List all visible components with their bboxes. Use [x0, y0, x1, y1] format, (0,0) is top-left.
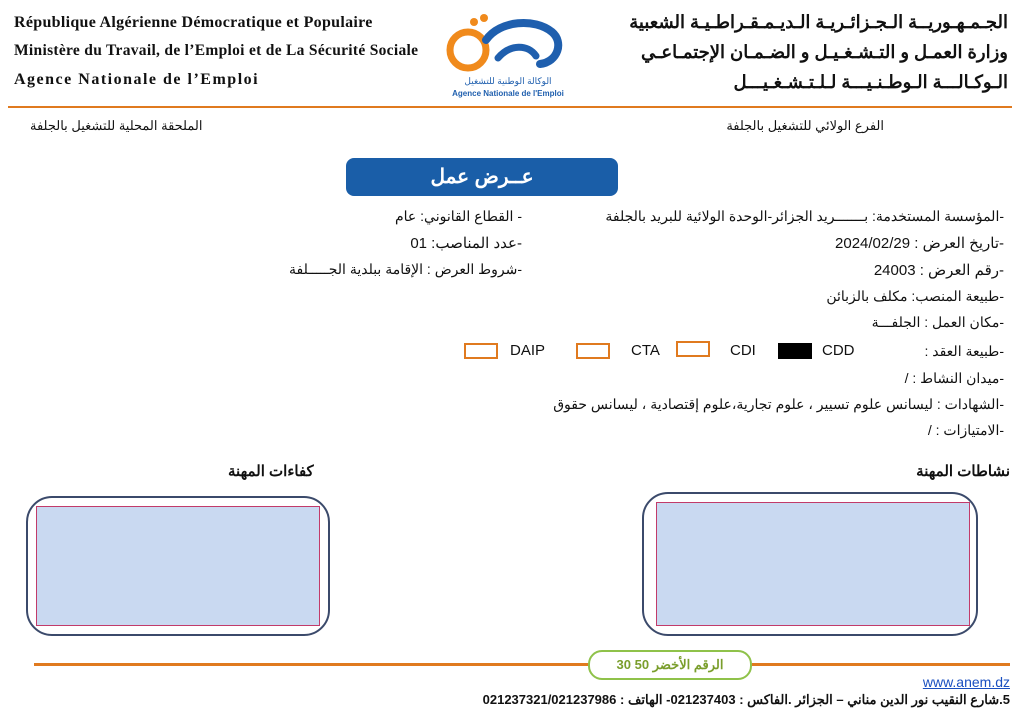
contract-option-label: CDD — [822, 342, 855, 359]
header-fr-line1: République Algérienne Démocratique et Populaire — [14, 14, 373, 31]
logo-text-ar: الوكالة الوطنية للتشغيل — [464, 76, 552, 86]
header-divider — [8, 106, 1012, 108]
website-link[interactable]: www.anem.dz — [922, 674, 1010, 690]
contract-option-label: CDI — [730, 342, 756, 359]
logo-text-fr: Agence Nationale de l'Emploi — [452, 89, 564, 98]
header-fr-line3: Agence Nationale de l’Emploi — [14, 71, 260, 88]
field-offer-date: -تاريخ العرض : 2024/02/29 — [835, 235, 1004, 252]
header-fr-line2: Ministère du Travail, de l’Emploi et de La Sécurité Sociale — [14, 42, 419, 59]
contract-checkbox-cdi[interactable] — [676, 341, 710, 357]
footer-address: 5.شارع النقيب نور الدين مناني – الجزائر .الفاكس : 021237403- الهاتف : 021237321/021237986 — [482, 692, 1010, 707]
contract-option-label: DAIP — [510, 342, 546, 359]
field-legal-sector: - القطاع القانوني: عام — [394, 208, 522, 224]
green-number-badge: الرقم الأخضر 50 30 — [588, 650, 752, 680]
competencies-frame — [26, 496, 330, 636]
header-ar-line2: وزارة العمـل و التـشـغـيـل و الضـمـان الإجتمـاعـي — [641, 42, 1008, 62]
activities-box[interactable] — [656, 502, 970, 626]
contract-label: -طبيعة العقد : — [924, 343, 1004, 359]
field-workplace: -مكان العمل : الجلفـــة — [871, 314, 1004, 330]
field-activity: -ميدان النشاط : / — [904, 370, 1004, 386]
field-employer: -المؤسسة المستخدمة: بـــــــريد الجزائر-الوحدة الولائية للبريد بالجلفة — [605, 208, 1004, 224]
header-ar-line3: الـوكـالـــة الـوطـنـيـــة لـلـتـشـغـيـــل — [733, 72, 1008, 92]
competencies-box[interactable] — [36, 506, 320, 626]
field-position: -طبيعة المنصب: مكلف بالزبائن — [826, 288, 1004, 304]
field-privileges: -الامتيازات : / — [927, 422, 1004, 438]
contract-checkbox-cta[interactable] — [576, 343, 610, 359]
field-offer-number: -رقم العرض : 24003 — [873, 262, 1004, 279]
section-competencies-label: كفاءات المهنة — [228, 463, 314, 480]
page-title: عــرض عمل — [346, 158, 618, 196]
section-activities-label: نشاطات المهنة — [916, 463, 1010, 480]
footer-divider-left — [34, 663, 590, 666]
field-conditions: -شروط العرض : الإقامة ببلدية الجـــــلفة — [289, 261, 522, 277]
anem-logo — [440, 10, 576, 102]
anem-logo-icon — [440, 10, 576, 80]
field-positions-count: -عدد المناصب: 01 — [410, 235, 522, 252]
field-certificates: -الشهادات : ليسانس علوم تسيير ، علوم تجارية،علوم إقتصادية ، ليسانس حقوق — [553, 396, 1004, 412]
local-office: الملحقة المحلية للتشغيل بالجلفة — [30, 118, 203, 133]
branch-office: الفرع الولائي للتشغيل بالجلفة — [726, 118, 884, 133]
header-ar-line1: الجـمـهـوريــة الـجـزائـريـة الـديـمـقـراطـيـة الشعبية — [629, 12, 1008, 32]
contract-option-label: CTA — [631, 342, 660, 359]
footer-divider-right — [752, 663, 1010, 666]
contract-checkbox-daip[interactable] — [464, 343, 498, 359]
contract-checkbox-cdd[interactable] — [778, 343, 812, 359]
activities-frame — [642, 492, 978, 636]
